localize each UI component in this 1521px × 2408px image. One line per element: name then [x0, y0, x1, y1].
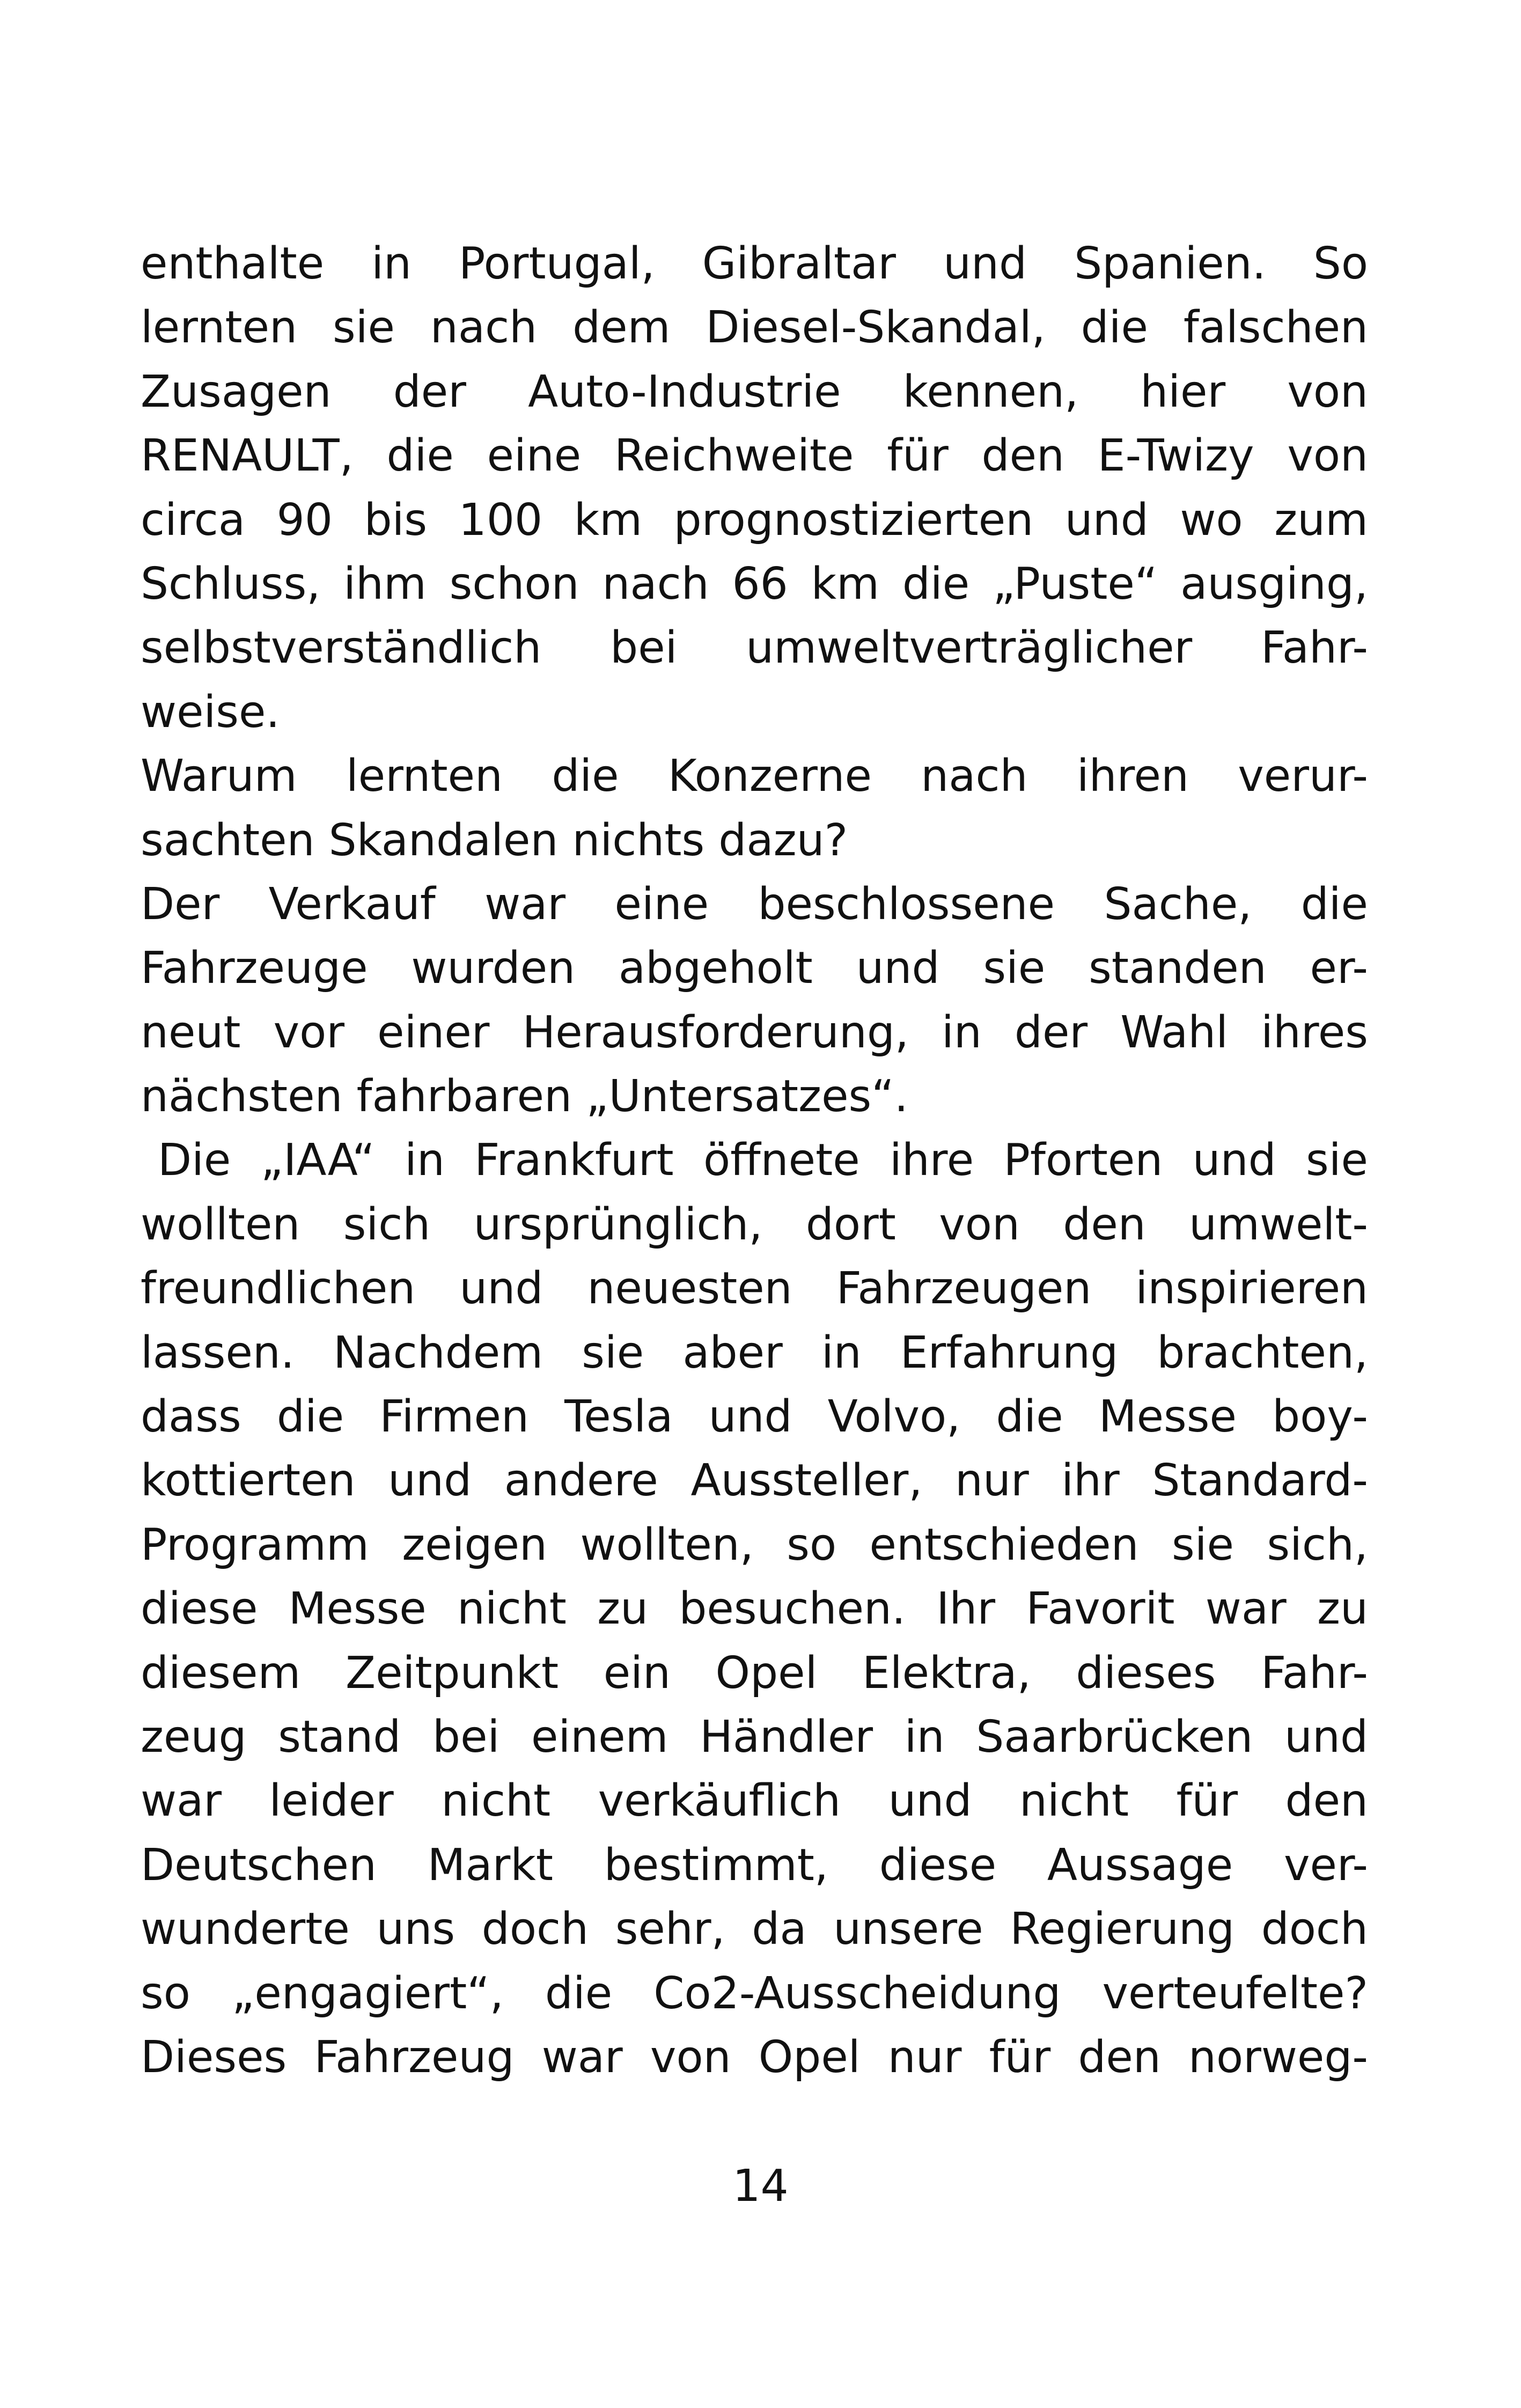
- text-line: lernten sie nach dem Diesel-Skandal, die falschen: [141, 302, 1368, 354]
- body-text: [141, 232, 1368, 2089]
- text-line: nächsten fahrbaren „Untersatzes“.: [141, 1071, 908, 1122]
- text-line: weise.: [141, 686, 280, 738]
- page-number: 14: [732, 2161, 789, 2212]
- text-line: diesem Zeitpunkt ein Opel Elektra, dieses Fahr-: [141, 1647, 1368, 1699]
- text-line: Programm zeigen wollten, so entschieden sie sich,: [141, 1519, 1368, 1570]
- text-line: kottierten und andere Aussteller, nur ihr Standard-: [141, 1455, 1368, 1507]
- text-line: Zusagen der Auto-Industrie kennen, hier von: [141, 366, 1368, 417]
- text-line: lassen. Nachdem sie aber in Erfahrung brachten,: [141, 1327, 1368, 1378]
- text-line: Die „IAA“ in Frankfurt öffnete ihre Pforten und sie: [158, 1135, 1368, 1186]
- text-line: neut vor einer Herausforderung, in der Wahl ihres: [141, 1007, 1368, 1058]
- text-line: enthalte in Portugal, Gibraltar und Spanien. So: [141, 238, 1368, 289]
- text-line: dass die Firmen Tesla und Volvo, die Messe boy-: [141, 1391, 1368, 1443]
- text-line: RENAULT, die eine Reichweite für den E-Twizy von: [141, 430, 1368, 482]
- text-line: sachten Skandalen nichts dazu?: [141, 814, 848, 866]
- text-line: circa 90 bis 100 km prognostizierten und wo zum: [141, 494, 1368, 546]
- text-line: Der Verkauf war eine beschlossene Sache, die: [141, 878, 1368, 930]
- text-line: Warum lernten die Konzerne nach ihren verur-: [141, 751, 1368, 802]
- text-line: Dieses Fahrzeug war von Opel nur für den norweg-: [141, 2031, 1368, 2083]
- text-line: freundlichen und neuesten Fahrzeugen inspirieren: [141, 1263, 1368, 1315]
- text-line: Schluss, ihm schon nach 66 km die „Puste“ ausging,: [141, 558, 1368, 610]
- text-line: diese Messe nicht zu besuchen. Ihr Favorit war zu: [141, 1583, 1368, 1635]
- text-line: war leider nicht verkäuflich und nicht für den: [141, 1775, 1368, 1827]
- text-line: Fahrzeuge wurden abgeholt und sie standen er-: [141, 943, 1368, 994]
- text-line: zeug stand bei einem Händler in Saarbrücken und: [141, 1711, 1368, 1763]
- text-line: wunderte uns doch sehr, da unsere Regierung doch: [141, 1904, 1368, 1955]
- text-line: wollten sich ursprünglich, dort von den umwelt-: [141, 1199, 1368, 1250]
- text-line: selbstverständlich bei umweltverträglicher Fahr-: [141, 622, 1368, 674]
- text-line: Deutschen Markt bestimmt, diese Aussage ver-: [141, 1839, 1368, 1891]
- text-line: so „engagiert“, die Co2-Ausscheidung verteufelte?: [141, 1967, 1368, 2019]
